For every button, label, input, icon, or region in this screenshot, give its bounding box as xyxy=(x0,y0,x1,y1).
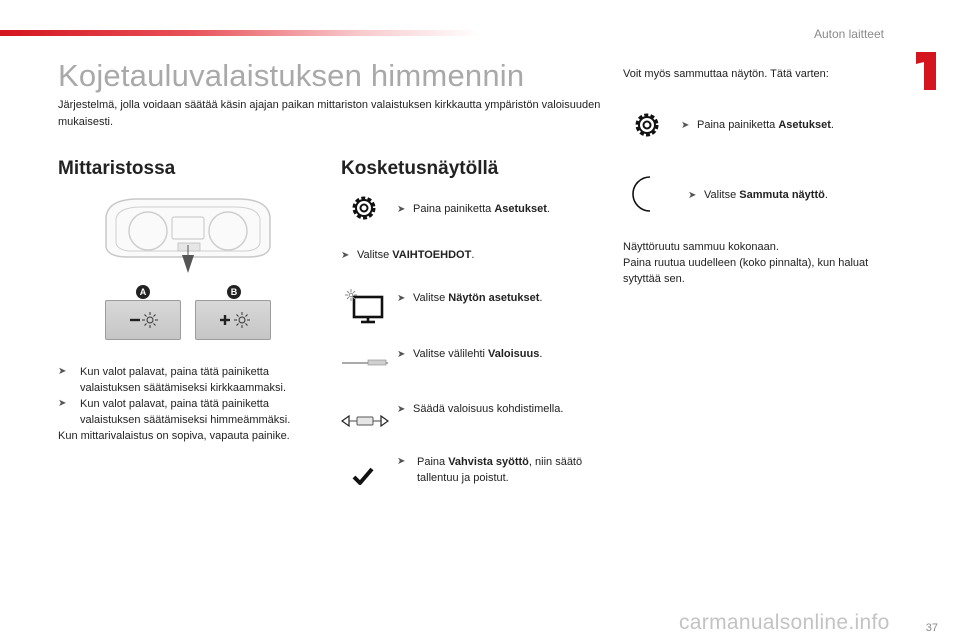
bullet-icon: ➤ xyxy=(688,190,697,201)
section-label: Auton laitteet xyxy=(813,27,884,41)
checkmark-icon xyxy=(352,466,374,491)
page-number: 37 xyxy=(925,622,938,634)
right-outro-line-2: Paina ruutua uudelleen (koko pinnalta), kun haluat sytyttää sen. xyxy=(623,257,869,285)
moon-icon xyxy=(630,174,664,219)
bullet-icon: ➤ xyxy=(397,293,406,304)
right-step-2: ➤ Valitse Sammuta näyttö. xyxy=(688,187,828,204)
header-accent-bar xyxy=(0,30,480,36)
list-item: ➤ Kun valot palavat, paina tätä painiketta valaistuksen säätämiseksi kirkkaammaksi. xyxy=(58,366,287,394)
bullet-icon: ➤ xyxy=(681,120,690,131)
bullet-icon: ➤ xyxy=(397,349,406,360)
minus-brightness-icon xyxy=(106,301,180,339)
list-item: ➤ Kun valot palavat, paina tätä painiketta valaistuksen säätämiseksi himmeämmäksi. xyxy=(58,398,291,426)
bullet-icon: ➤ xyxy=(341,250,350,261)
bullet-icon: ➤ xyxy=(58,366,67,377)
cursor-slider-icon xyxy=(341,413,389,434)
kosketus-step-5: ➤ Säädä valoisuus kohdistimella. xyxy=(397,401,563,418)
display-brightness-icon xyxy=(343,287,385,330)
heading-kosketusnaytolla: Kosketusnäytöllä xyxy=(341,158,499,179)
heading-mittaristossa: Mittaristossa xyxy=(58,158,176,179)
dimmer-minus-button[interactable] xyxy=(105,300,181,340)
badge-a: A xyxy=(136,285,150,299)
plus-brightness-icon xyxy=(196,301,270,339)
bullet-icon: ➤ xyxy=(397,204,406,215)
tab-slider-icon xyxy=(341,355,389,373)
mittaristossa-text xyxy=(58,364,328,444)
right-outro xyxy=(623,239,873,287)
page-title: Kojetauluvalaistuksen himmennin xyxy=(58,58,525,93)
gear-icon xyxy=(632,110,662,145)
chapter-number xyxy=(906,48,946,92)
watermark: carmanualsonline.info xyxy=(679,611,890,634)
instrument-cluster-illustration xyxy=(98,195,278,275)
badge-b: B xyxy=(227,285,241,299)
gear-icon xyxy=(349,193,379,228)
right-outro-line-1: Näyttöruutu sammuu kokonaan. xyxy=(623,241,779,253)
dimmer-plus-button[interactable] xyxy=(195,300,271,340)
kosketus-step-6: ➤ Paina Vahvista syöttö, niin säätö tallentuu ja poistut. xyxy=(397,456,583,484)
bullet-icon: ➤ xyxy=(397,456,406,467)
page-intro: Järjestelmä, jolla voidaan säätää käsin ajajan paikan mittariston valaistuksen kirkkautta ympäristön valoisuuden mukaisesti. xyxy=(58,99,601,128)
kosketus-step-3: ➤ Valitse Näytön asetukset. xyxy=(397,290,542,307)
bullet-icon: ➤ xyxy=(58,398,67,409)
bullet-icon: ➤ xyxy=(397,404,406,415)
kosketus-step-1: ➤ Paina painiketta Asetukset. xyxy=(397,201,550,218)
kosketus-step-4: ➤ Valitse välilehti Valoisuus. xyxy=(397,346,542,363)
kosketus-step-2: ➤ Valitse VAIHTOEHDOT. xyxy=(341,247,474,264)
right-step-1: ➤ Paina painiketta Asetukset. xyxy=(681,117,834,134)
right-intro: Voit myös sammuttaa näytön. Tätä varten: xyxy=(623,68,829,80)
closing-text: Kun mittarivalaistus on sopiva, vapauta painike. xyxy=(58,430,290,442)
